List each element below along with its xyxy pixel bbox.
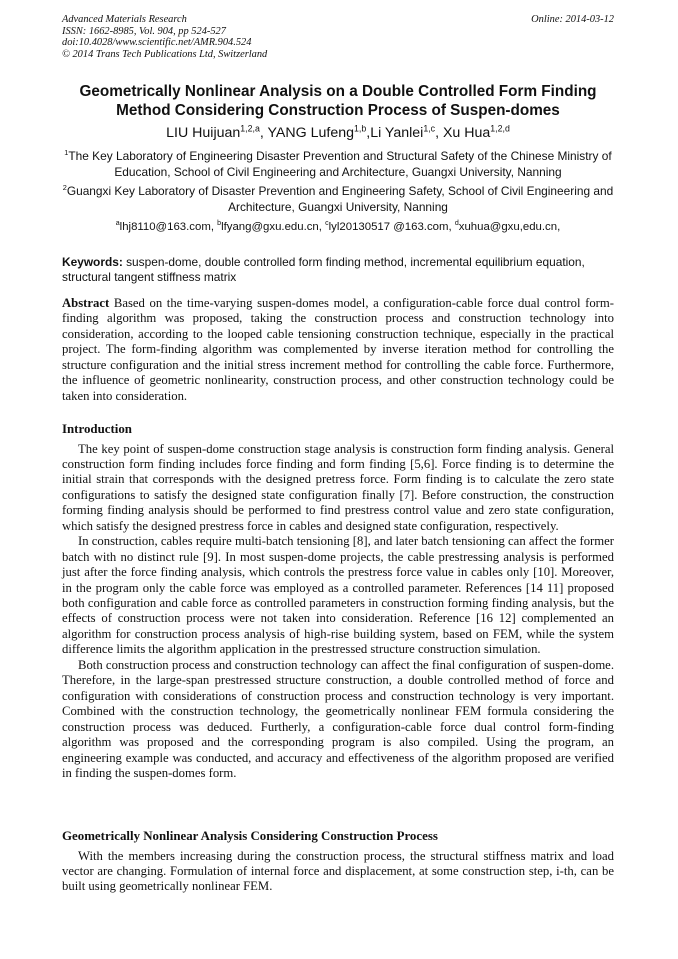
author-list — [62, 123, 614, 143]
keywords-text: suspen-dome, double controlled form finding method, incremental equilibrium equation, structural tangent stiffness matrix — [62, 255, 585, 284]
email-address: lhj8110@163.com, — [119, 221, 218, 233]
affiliation-text: The Key Laboratory of Engineering Disaster Prevention and Structural Safety of the Chinese Ministry of Education, School of Civil Engineering and Architecture, Guangxi University, Nanning — [68, 149, 612, 179]
author-affiliation-mark: 1,b — [354, 123, 367, 134]
affiliation-1 — [62, 149, 614, 180]
keywords — [62, 255, 614, 284]
email-list — [62, 220, 614, 234]
paragraph: Both construction process and construction technology can affect the final configuration of suspen-dome. Therefore, in the large-span prestressed structure construction, a double controlled method of force and configuration with considerations of construction process and construction technology is very important. Combined with the construction technology, the geometrically nonlinear FEM formula considering the construction process was deduced. Furtherly, a configuration-cable force dual control form-finding algorithm was proposed and the corresponding program is also compiled. Using the program, an engineering example was conducted, and accuracy and effectiveness of the algorithm proposed are verified in finding the suspen-domes form. — [62, 657, 614, 781]
section-heading: Geometrically Nonlinear Analysis Considering Construction Process — [62, 829, 438, 843]
author-name: Li Yanlei — [370, 125, 424, 141]
email-mark: d — [454, 220, 459, 228]
affiliation-mark: 1 — [64, 148, 69, 158]
affiliation-2 — [62, 184, 614, 215]
introduction-section — [62, 422, 614, 781]
author-separator: , — [259, 125, 268, 141]
email-mark: a — [115, 220, 120, 228]
abstract-text: Based on the time-varying suspen-domes model, a configuration-cable force dual control form-finding algorithm was proposed, taking the construction process and construction technology into consideration, according to the looped cable tensioning construction technique, especially in the practical project. The form-finding algorithm was complemented by inverse iteration method for controlling the structure configuration and the initial stress increment method for controlling the cable force. Furthermore, the influence of geometric nonlinearity, construction process, and other construction technology could be taken into consideration. — [62, 296, 614, 403]
journal-name: Advanced Materials Research — [62, 14, 187, 25]
abstract — [62, 296, 614, 404]
email-mark: c — [325, 220, 329, 228]
journal-doi: doi:10.4028/www.scientific.net/AMR.904.524 — [62, 37, 252, 49]
journal-issn: ISSN: 1662-8985, Vol. 904, pp 524-527 — [62, 25, 226, 37]
email-mark: b — [217, 220, 222, 228]
online-date: Online: 2014-03-12 — [531, 14, 614, 25]
keywords-label: Keywords: — [62, 255, 123, 269]
author-name: YANG Lufeng — [267, 125, 354, 141]
paragraph: With the members increasing during the construction process, the structural stiffness matrix and load vector are changing. Formulation of internal force and displacement, at some construction step, i-th, can be built using geometrically nonlinear FEM. — [62, 848, 614, 894]
journal-copyright: © 2014 Trans Tech Publications Ltd, Switzerland — [62, 48, 268, 60]
email-address: xuhua@gxu,edu.cn, — [458, 221, 561, 233]
nonlinear-analysis-section — [62, 829, 614, 895]
email-address: lyl20130517 @163.com, — [328, 221, 455, 233]
author-name: Xu Hua — [442, 125, 491, 141]
affiliation-text: Guangxi Key Laboratory of Disaster Prevention and Engineering Safety, School of Civil Engineering and Architecture, Guangxi University, Nanning — [66, 184, 614, 214]
author-separator: , — [366, 125, 371, 141]
email-address: lfyang@gxu.edu.cn, — [221, 221, 326, 233]
abstract-label: Abstract — [62, 296, 110, 310]
paragraph: In construction, cables require multi-batch tensioning [8], and later batch tensioning can affect the former batch with no distinct rule [9]. In most suspen-dome projects, the cable prestressing analysis is performed just after the force finding analysis, which controls the prestress force value in cables only [10]. Moreover, in the program only the cable force was employed as a controlled parameter. References [14 11] proposed both configuration and cable force as controlled parameters in construction forming finding analysis, but the effects of construction process were not taken into consideration. Reference [16 12] complemented an algorithm for construction process analysis of high-rise building system, based on FEM, while the system difference limits the algorithm application in the prestressed structure construction simulation. — [62, 534, 614, 657]
section-heading: Introduction — [62, 422, 132, 436]
author-affiliation-mark: 1,2,a — [240, 123, 260, 134]
author-affiliation-mark: 1,2,d — [490, 123, 510, 134]
journal-header — [62, 14, 614, 60]
author-name: LIU Huijuan — [166, 125, 241, 141]
paper-title: Geometrically Nonlinear Analysis on a Double Controlled Form Finding Method Considering Construction Process of Suspen-domes — [79, 83, 597, 119]
paragraph: The key point of suspen-dome construction stage analysis is construction form finding analysis. General construction form finding includes force finding and form finding [5,6]. Force finding is to determine the initial strain that corresponds with the designed pretress force. Form finding is to calculate the zero state configurations to satisfy the designed state configuration finally [7]. Before construction, the construction forming finding analysis should be performed to find prestress control value and zero state configuration, which satisfy the designed prestress force in cables and designed state configuration, respectively. — [62, 441, 614, 533]
affiliation-mark: 2 — [62, 183, 67, 193]
author-affiliation-mark: 1,c — [423, 123, 436, 134]
author-separator: , — [435, 125, 443, 141]
